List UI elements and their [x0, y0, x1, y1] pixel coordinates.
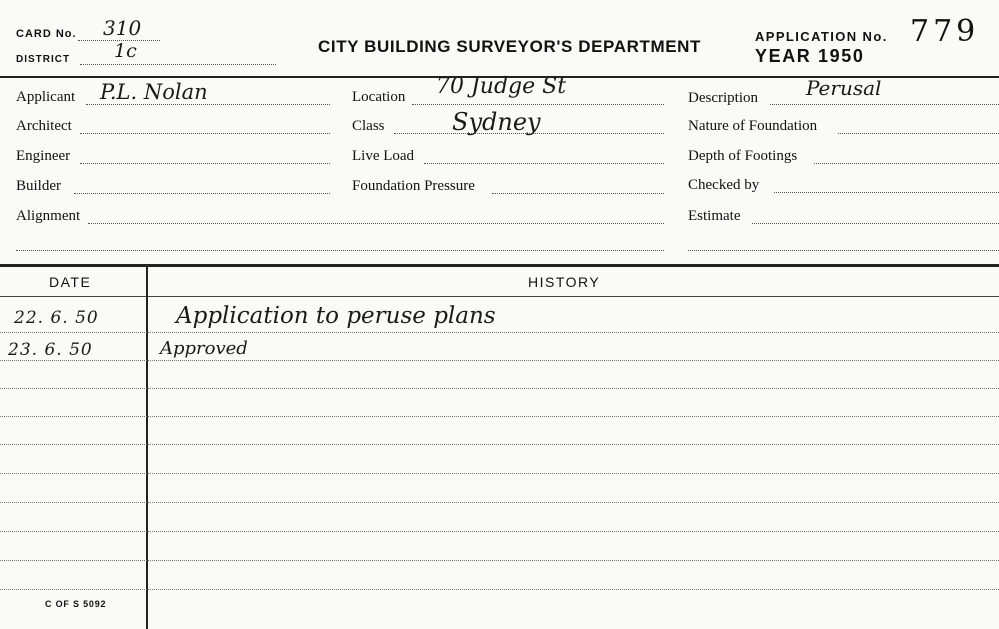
- year-label: YEAR 1950: [755, 46, 865, 66]
- history-line: [0, 332, 999, 333]
- engineer-line: [80, 163, 330, 164]
- history-top-rule: [0, 264, 999, 267]
- history-entry-text: Approved: [160, 338, 248, 359]
- checked-by-line: [774, 192, 999, 193]
- architect-label: Architect: [16, 118, 72, 134]
- history-line: [0, 388, 999, 389]
- history-line: [0, 444, 999, 445]
- district-label: DISTRICT: [16, 54, 71, 65]
- description-value: Perusal: [806, 76, 882, 100]
- location-value-2: Sydney: [452, 108, 541, 136]
- applicant-line: [86, 104, 330, 105]
- foundation-pressure-label: Foundation Pressure: [352, 178, 475, 194]
- history-line: [0, 589, 999, 590]
- description-line: [770, 104, 999, 105]
- district-line: [80, 64, 276, 65]
- location-value: 70 Judge St: [436, 74, 567, 99]
- card-no-label: CARD No.: [16, 28, 77, 40]
- engineer-label: Engineer: [16, 148, 71, 164]
- depth-of-footings-line: [814, 163, 999, 164]
- district-value: 1c: [114, 40, 137, 62]
- department-title: CITY BUILDING SURVEYOR'S DEPARTMENT: [318, 37, 702, 56]
- date-column-divider: [146, 267, 148, 629]
- estimate-label: Estimate: [688, 208, 741, 224]
- history-line: [0, 416, 999, 417]
- history-entry-date: 22. 6. 50: [14, 308, 99, 328]
- description-label: Description: [688, 90, 758, 106]
- nature-of-foundation-line: [838, 133, 999, 134]
- applicant-value: P.L. Nolan: [100, 80, 208, 104]
- date-header: DATE: [49, 274, 92, 290]
- architect-line: [80, 133, 330, 134]
- live-load-label: Live Load: [352, 148, 415, 164]
- estimate-line-2: [688, 250, 999, 251]
- estimate-line: [752, 223, 999, 224]
- applicant-label: Applicant: [16, 89, 76, 105]
- history-line: [0, 560, 999, 561]
- form-code: C OF S 5092: [45, 599, 107, 609]
- history-entry-text: Application to peruse plans: [176, 303, 496, 329]
- class-label: Class: [352, 118, 385, 134]
- location-line: [412, 104, 664, 105]
- application-no-value: 779: [910, 14, 980, 49]
- history-line: [0, 360, 999, 361]
- builder-line: [74, 193, 330, 194]
- application-no-label: APPLICATION No.: [755, 29, 888, 44]
- live-load-line: [424, 163, 664, 164]
- history-line: [0, 531, 999, 532]
- checked-by-label: Checked by: [688, 177, 760, 193]
- alignment-line-2: [16, 250, 664, 251]
- history-entry-date: 23. 6. 50: [8, 340, 93, 360]
- foundation-pressure-line: [492, 193, 664, 194]
- nature-of-foundation-label: Nature of Foundation: [688, 118, 818, 134]
- alignment-label: Alignment: [16, 208, 81, 224]
- card-no-value: 310: [103, 16, 142, 40]
- depth-of-footings-label: Depth of Footings: [688, 148, 798, 164]
- history-header: HISTORY: [528, 274, 601, 290]
- builder-label: Builder: [16, 178, 61, 194]
- history-line: [0, 502, 999, 503]
- history-header-rule: [0, 296, 999, 297]
- location-label: Location: [352, 89, 406, 105]
- history-line: [0, 473, 999, 474]
- alignment-line: [88, 223, 664, 224]
